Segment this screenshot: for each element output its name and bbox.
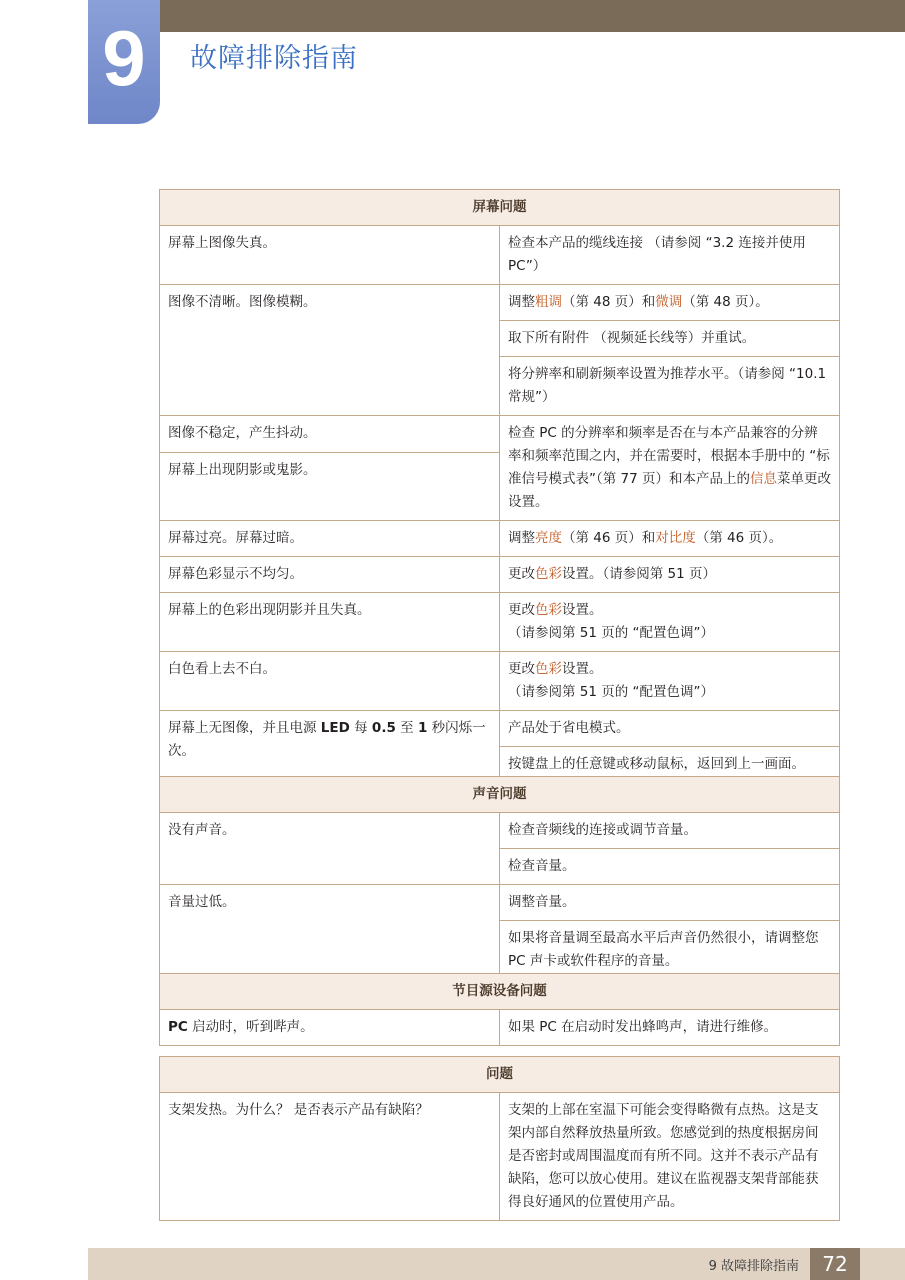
solution-cell: 如果将音量调至最高水平后声音仍然很小，请调整您 PC 声卡或软件程序的音量。 (500, 921, 840, 980)
keyword-link: 微调 (655, 294, 683, 310)
table-row (160, 711, 840, 747)
table-row (160, 1093, 840, 1221)
sound-problems-table (159, 776, 840, 980)
keyword-link: 粗调 (535, 294, 562, 310)
table-row (160, 813, 840, 849)
problem-cell: 音量过低。 (160, 885, 500, 980)
problem-cell: 屏幕色彩显示不均匀。 (160, 557, 500, 593)
table-row (160, 521, 840, 557)
problem-cell: PC 启动时，听到哔声。 (160, 1010, 500, 1046)
table-row (160, 226, 840, 285)
table-row (160, 593, 840, 652)
top-banner (160, 0, 905, 32)
solution-cell: 产品处于省电模式。 (500, 711, 840, 747)
table-row (160, 1010, 840, 1046)
problem-cell: 屏幕上无图像，并且电源 LED 每 0.5 至 1 秒闪烁一次。 (160, 711, 500, 783)
keyword-link: 色彩 (535, 602, 562, 618)
solution-cell: 检查音量。 (500, 849, 840, 885)
keyword-link: 色彩 (535, 661, 562, 677)
table-row (160, 557, 840, 593)
problem-cell: 白色看上去不白。 (160, 652, 500, 711)
keyword-link: 亮度 (535, 530, 562, 546)
solution-cell: 如果 PC 在启动时发出蜂鸣声，请进行维修。 (500, 1010, 840, 1046)
solution-cell: 取下所有附件 （视频延长线等）并重试。 (500, 321, 840, 357)
problem-cell: 屏幕过亮。屏幕过暗。 (160, 521, 500, 557)
solution-cell: 更改色彩设置。 （请参阅第 51 页的 “配置色调”） (500, 593, 840, 652)
keyword-link: 对比度 (655, 530, 696, 546)
solution-cell: 检查本产品的缆线连接 （请参阅 “3.2 连接并使用 PC”） (500, 226, 840, 285)
solution-cell: 调整音量。 (500, 885, 840, 921)
problem-cell: 屏幕上的色彩出现阴影并且失真。 (160, 593, 500, 652)
problem-cell: 图像不清晰。图像模糊。 (160, 285, 500, 416)
source-device-table (159, 973, 840, 1046)
solution-cell: 将分辨率和刷新频率设置为推荐水平。（请参阅 “10.1 常规”） (500, 357, 840, 416)
solution-cell: 调整亮度（第 46 页）和对比度（第 46 页）。 (500, 521, 840, 557)
problem-cell: 屏幕上图像失真。 (160, 226, 500, 285)
footer-chapter-label: 9 故障排除指南 (708, 1259, 799, 1274)
solution-cell: 按键盘上的任意键或移动鼠标，返回到上一画面。 (500, 747, 840, 783)
problem-cell: 图像不稳定，产生抖动。 (160, 416, 500, 453)
table-row (160, 416, 840, 453)
solution-cell: 更改色彩设置。 （请参阅第 51 页的 “配置色调”） (500, 652, 840, 711)
table-row (160, 285, 840, 321)
chapter-number-badge: 9 (88, 0, 160, 124)
solution-cell: 检查音频线的连接或调节音量。 (500, 813, 840, 849)
solution-cell: 支架的上部在室温下可能会变得略微有点热。这是支架内部自然释放热量所致。您感觉到的热度根据房间是否密封或周围温度而有所不同。这并不表示产品有缺陷，您可以放心使用。建议在监视器支架背部能获得良好通风的位置使用产品。 (500, 1093, 840, 1221)
chapter-title: 故障排除指南 (190, 43, 358, 74)
table-heading: 问题 (160, 1057, 840, 1093)
table-heading: 节目源设备问题 (160, 974, 840, 1010)
solution-cell: 调整粗调（第 48 页）和微调（第 48 页）。 (500, 285, 840, 321)
problem-cell: 支架发热。为什么？ 是否表示产品有缺陷？ (160, 1093, 500, 1221)
screen-problems-table (159, 189, 840, 783)
page-number: 72 (810, 1248, 860, 1280)
table-heading: 屏幕问题 (160, 190, 840, 226)
problem-cell: 没有声音。 (160, 813, 500, 885)
solution-cell: 检查 PC 的分辨率和频率是否在与本产品兼容的分辨率和频率范围之内，并在需要时，根据本手册中的 “标准信号模式表”（第 77 页）和本产品上的信息菜单更改设置。 (500, 416, 840, 521)
table-heading: 声音问题 (160, 777, 840, 813)
keyword-link: 信息 (750, 471, 778, 487)
problem-cell: 屏幕上出现阴影或鬼影。 (160, 453, 500, 521)
table-row (160, 885, 840, 921)
table-row (160, 652, 840, 711)
other-problems-table (159, 1056, 840, 1221)
keyword-link: 色彩 (535, 566, 562, 582)
solution-cell: 更改色彩设置。（请参阅第 51 页） (500, 557, 840, 593)
